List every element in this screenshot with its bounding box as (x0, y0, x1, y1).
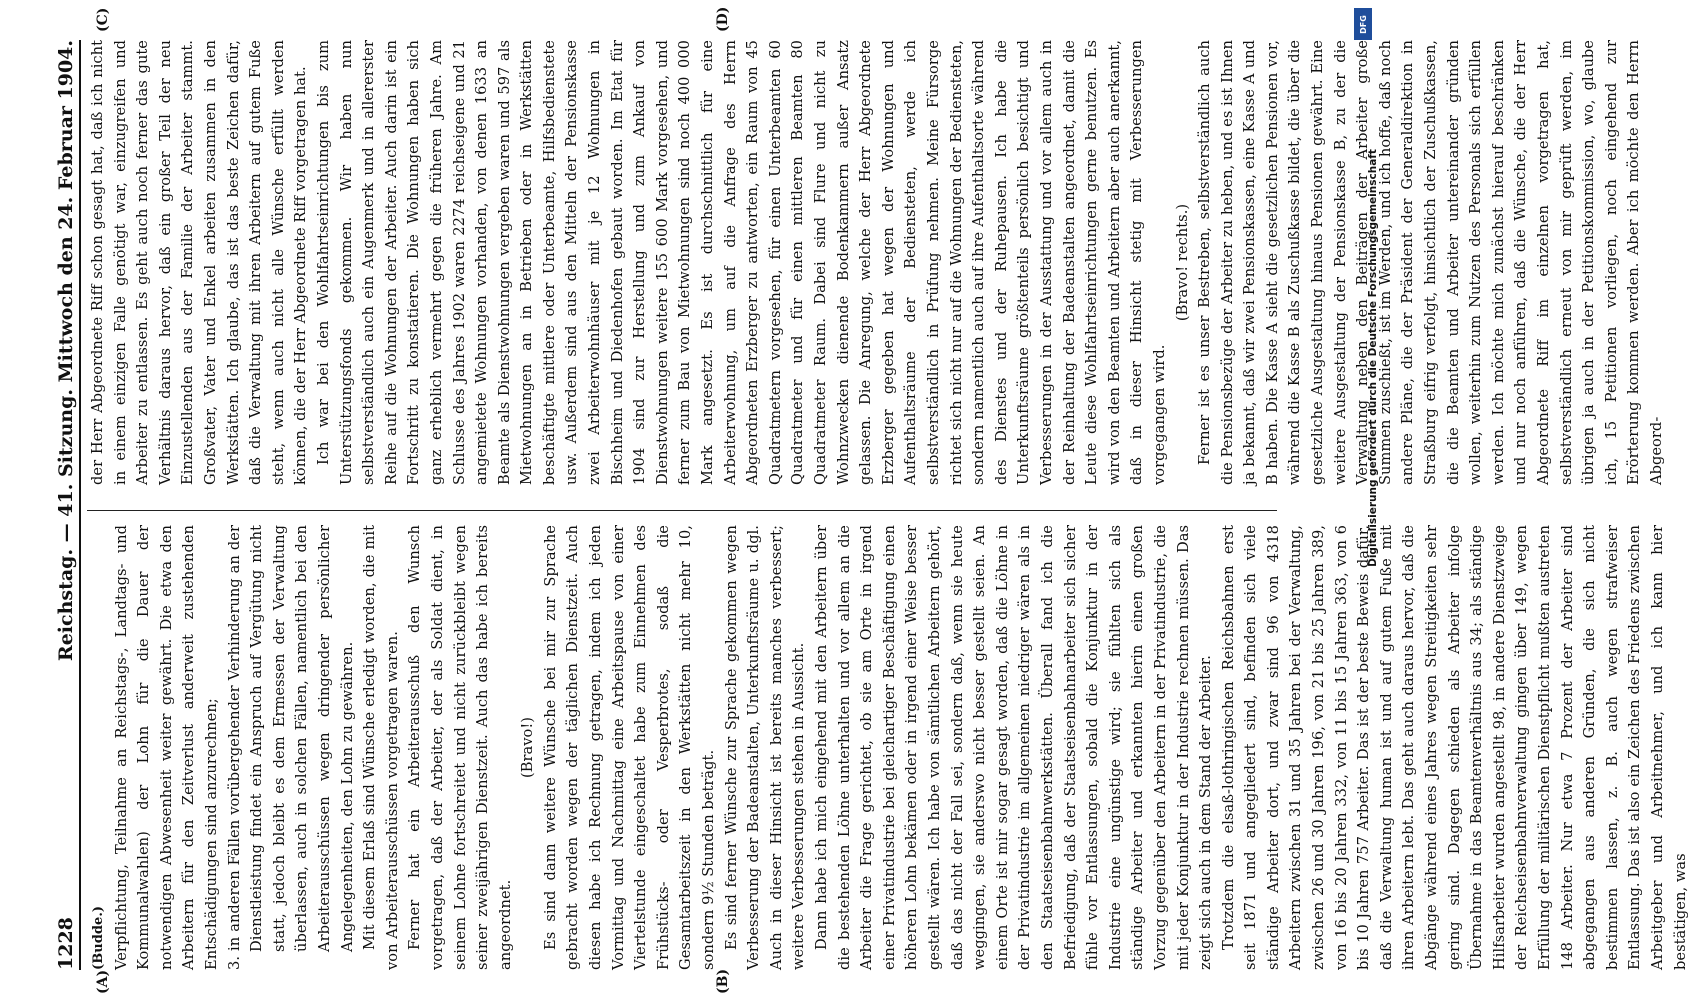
speaker-label: (Budde.) (91, 905, 106, 970)
paragraph: Ferner ist es unser Bestreben, selbstverständlich auch die Pensionsbezüge der Arbeiter zu heben, und es ist Ihnen ja bekannt, daß wir zwei Pensionskassen, eine Kasse A und B haben. Die Kasse A sieht die gesetzlichen Pensionen vor, während die Kasse B als Zuschußkasse bildet, die über die gesetzliche Ausgestaltung hinaus Pensionen gewährt. Eine weitere Ausgestaltung der Pensionskasse B, zu der die Verwaltung neben den Beiträgen der Arbeiter große Summen zuschießt, ist im Werden, und ich hoffe, daß noch andere Pläne, die der Präsident der Generaldirektion in Straßburg eifrig verfolgt, hinsichtlich der Zuschußkassen, die die Beamten und Arbeiter untereinander gründen wollen, weiterhin zum Nutzen des Personals sich erfüllen werden. Ich möchte mich zunächst hierauf beschränken und nur noch anführen, daß die Wünsche, die der Herr Abgeordnete Riff im einzelnen vorgetragen hat, selbstverständlich erneut von mir geprüft werden, im übrigen ja auch in der Petitionskommission, wo, glaube ich, 15 Petitionen vorliegen, noch eingehend zur Erörterung kommen werden. Aber ich möchte den Herrn Abgeord- (1196, 40, 1665, 485)
paragraph: Es sind ferner Wünsche zur Sprache gekommen wegen Verbesserung der Badeanstalten, Unterkunftsräume u. dgl. Auch in dieser Hinsicht ist bereits manches verbessert; weitere Verbesserungen stehen in Aussicht. (722, 525, 808, 970)
dfg-logo-text: DFG (1358, 14, 1368, 34)
page-title: Reichstag. — 41. Sitzung. Mittwoch den 24. Februar 1904. (55, 40, 77, 662)
paragraph: Verpflichtung, Teilnahme an Reichstags-, Landtags- und Kommunalwahlen) der Lohn für die Dauer der notwendigen Abwesenheit weiter gewährt. Die etwa den Arbeitern für den Zeitverlust anderweit zustehenden Entschädigungen sind anzurechnen; (112, 525, 220, 970)
paragraph: der Herr Abgeordnete Riff schon gesagt hat, daß ich nicht in einem einzigen Falle genötigt war, einzugreifen und Arbeiter zu entlassen. Es geht auch noch ferner das gute Verhältnis daraus hervor, daß ein großer Teil der neu Einzustellenden aus der Familie der Arbeiter stammt. Großvater, Vater und Enkel arbeiten zusammen in den Werkstätten. Ich glaube, das ist das beste Zeichen dafür, daß die Verwaltung mit ihren Arbeitern auf gutem Fuße steht, wenn auch nicht alle Wünsche erfüllt werden können, die der Herr Abgeordnete Riff vorgetragen hat. (89, 40, 310, 485)
applause-note: (Bravo! rechts.) (1173, 203, 1191, 322)
paragraph: Mit diesem Erlaß sind Wünsche erledigt worden, die mit von Arbeiterausschüssen vorgetragen waren. (361, 525, 401, 970)
page-header (43, 40, 77, 970)
paragraph: 3. in anderen Fällen vorübergehender Verhinderung an der Dienstleistung findet ein Anspruch auf Vergütung nicht statt, jedoch bleibt es dem Ermessen der Verwaltung überlassen, auch in solchen Fällen, namentlich bei den Arbeiterausschüssen wegen dringender persönlicher Angelegenheiten, den Lohn zu gewähren. (225, 525, 356, 970)
digitization-sidebar (1350, 0, 1383, 1000)
digitization-note: Digitalisierung gefördert durch die Deutsche Forschungsgemeinschaft (1367, 149, 1379, 567)
paragraph: Dann habe ich mich eingehend mit den Arbeitern über die bestehenden Löhne unterhalten und vor allem an die Arbeiter die Frage gerichtet, ob sie am Orte in irgend einer Privatindustrie bei gleichartiger Beschäftigung einen höheren Lohn bekämen oder in irgend einer Weise besser gestellt wären. Ich habe von sämtlichen Arbeitern gehört, daß das nicht der Fall sei, sondern daß, wenn sie heute weggingen, sie anderswo nicht besser gestellt seien. An einem Orte ist mir sogar gesagt worden, daß die Löhne in der Privatindustrie im allgemeinen niedriger wären als in den Staatseisenbahnwerkstätten. Überall fand ich die Befriedigung, daß der Staatseisenbahnarbeiter sich sicher fühle vor Entlassungen, sobald die Konjunktur in der Industrie eine ungünstige wird; sie fühlten sich als ständige Arbeiter und erkannten hierin einen großen Vorzug gegenüber den Arbeitern in der Privatindustrie, die mit jeder Konjunktur in der Industrie rechnen müssen. Das zeigt sich auch in dem Stand der Arbeiter. (813, 525, 1215, 970)
paragraph: Ferner hat ein Arbeiterausschuß den Wunsch vorgetragen, daß der Arbeiter, der als Soldat dient, in seinem Lohne fortschreitet und nicht zurückbleibt wegen seiner zweijährigen Dienstzeit. Auch das habe ich bereits angeordnet. (406, 525, 514, 970)
margin-marker-d: (D) (715, 6, 731, 32)
margin-marker-b: (B) (715, 968, 731, 994)
applause-note: (Bravo!) (519, 716, 537, 779)
page-number: 1228 (55, 917, 77, 970)
margin-marker-c: (C) (95, 7, 111, 32)
column-divider (87, 510, 1277, 511)
paragraph: Es sind dann weitere Wünsche bei mir zur Sprache gebracht worden wegen der täglichen Dienstzeit. Auch diesen habe ich Rechnung getragen, indem ich jeden Vormittag und Nachmittag eine Arbeitspause von einer Viertelstunde eingeschaltet habe zum Einnehmen des Frühstücks- oder Vesperbrotes, sodaß die Gesamtarbeitszeit in den Werkstätten nicht mehr 10, sondern 9½ Stunden beträgt. (541, 525, 718, 970)
left-column (87, 525, 1689, 970)
paragraph: Ich war bei den Wohlfahrtseinrichtungen bis zum Unterstützungsfonds gekommen. Wir haben nun selbstverständlich auch ein Augenmerk und in allererster Reihe auf die Wohnungen der Arbeiter. Auch darin ist ein Fortschritt zu konstatieren. Die Wohnungen haben sich ganz erheblich vermehrt gegen die früheren Jahre. Am Schlusse des Jahres 1902 waren 2274 reichseigene und 21 angemietete Wohnungen vorhanden, von denen 1633 an Beamte als Dienstwohnungen vergeben waren und 597 als Mietwohnungen an in Betrieben oder in Werkstätten beschäftigte mittlere oder Unterbeamte, Hilfsbedienstete usw. Außerdem sind aus den Mitteln der Pensionskasse zwei Arbeiterwohnhäuser mit je 12 Wohnungen in Bischheim und Diedenhofen gebaut worden. Im Etat für 1904 sind zur Herstellung und zum Ankauf von Dienstwohnungen weitere 155 600 Mark vorgesehen, und ferner zum Bau von Mietwohnungen sind noch 400 000 Mark angesetzt. Es ist durchschnittlich für eine Arbeiterwohnung, um auf die Anfrage des Herrn Abgeordneten Erzberger zu antworten, ein Raum von 45 Quadratmetern vorgesehen, für einen Unterbeamten 60 Quadratmeter und für einen mittleren Beamten 80 Quadratmeter Raum. Dabei sind Flure und nicht zu Wohnzwecken dienende Bodenkammern außer Ansatz gelassen. Die Anregung, welche der Herr Abgeordnete Erzberger gegeben hat wegen der Wohnungen und Aufenthaltsräume der Bediensteten, werde ich selbstverständlich in Prüfung nehmen. Meine Fürsorge richtet sich nicht nur auf die Wohnungen der Bediensteten, sondern namentlich auch auf ihre Aufenthaltsorte während des Dienstes und der Ruhepausen. Ich habe die Unterkunftsräume größtenteils persönlich besichtigt und Verbesserungen in der Ausstattung und vor allem auch in der Reinhaltung der Badeanstalten angeordnet, damit die Leute diese Wohlfahrtseinrichtungen gerne benutzen. Es wird von den Beamten und Arbeitern aber auch anerkannt, daß in dieser Hinsicht stetig mit Verbesserungen vorgegangen wird. (314, 40, 1168, 485)
margin-marker-a: (A) (95, 969, 111, 994)
paragraph: Trotzdem die elsaß-lothringischen Reichsbahnen erst seit 1871 und angegliedert sind, befinden sich viele ständige Arbeiter dort, und zwar sind 96 von 4318 Arbeitern zwischen 31 und 35 Jahren bei der Verwaltung, zwischen 26 und 30 Jahren 196, von 21 bis 25 Jahren 389, von 16 bis 20 Jahren 332, von 11 bis 15 Jahren 363, von 6 bis 10 Jahren 757 Arbeiter. Das ist der beste Beweis dafür, daß die Verwaltung human ist und auf gutem Fuße mit ihren Arbeitern lebt. Das geht auch daraus hervor, daß die Abgänge während eines Jahres wegen Streitigkeiten sehr gering sind. Dagegen schieden als Arbeiter infolge Übernahme in das Beamtenverhältnis aus 34; als ständige Hilfsarbeiter wurden angestellt 98, in andere Dienstzweige der Reichseisenbahnverwaltung gingen über 149, wegen Erfüllung der militärischen Dienstpflicht mußten austreten 148 Arbeiter. Nur etwa 7 Prozent der Arbeiter sind abgegangen aus anderen Gründen, die sich nicht bestimmen lassen, z. B. auch wegen strafweiser Entlassung. Das ist also ein Zeichen des Friedens zwischen Arbeitgeber und Arbeitnehmer, und ich kann hier bestätigen, was (1219, 525, 1689, 970)
header-rule (79, 40, 81, 970)
